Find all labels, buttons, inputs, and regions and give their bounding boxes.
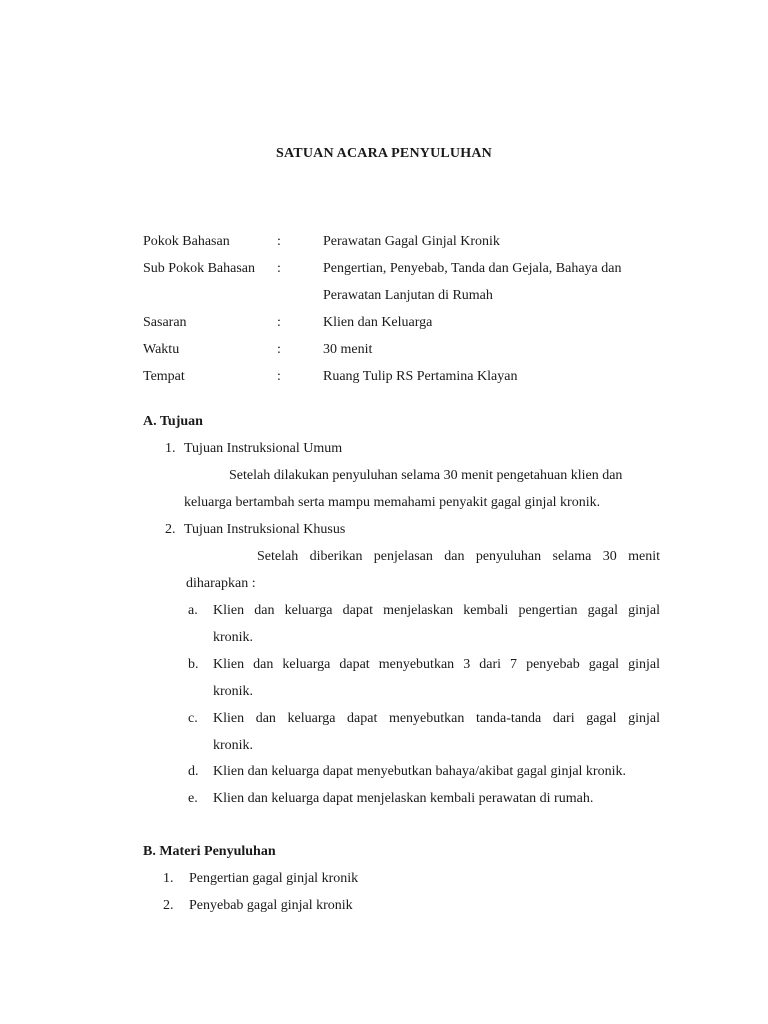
info-value: Perawatan Gagal Ginjal Kronik	[323, 234, 500, 249]
item1-para-line1: Setelah dilakukan penyuluhan selama 30 menit pengetahuan klien dan	[229, 468, 623, 483]
subitem-e-line1: Klien dan keluarga dapat menjelaskan kembali perawatan di rumah.	[213, 791, 594, 806]
info-value: Ruang Tulip RS Pertamina Klayan	[323, 369, 518, 384]
subitem-letter: e.	[188, 791, 198, 806]
subitem-c-line2: kronik.	[213, 738, 254, 753]
subitem-letter: c.	[188, 711, 198, 726]
info-table	[143, 228, 683, 390]
info-value	[323, 255, 663, 309]
list-number: 1.	[163, 871, 174, 886]
item2-title: Tujuan Instruksional Khusus	[184, 522, 346, 537]
section-b-heading: B. Materi Penyuluhan	[143, 844, 276, 859]
list-number: 1.	[165, 441, 176, 456]
info-row-waktu	[143, 336, 683, 363]
info-colon: :	[277, 261, 281, 276]
info-label: Sub Pokok Bahasan	[143, 261, 255, 276]
info-label: Waktu	[143, 342, 180, 357]
info-colon: :	[277, 234, 281, 249]
subitem-d-line1: Klien dan keluarga dapat menyebutkan bahaya/akibat gagal ginjal kronik.	[213, 764, 626, 779]
materi-item-1: Pengertian gagal ginjal kronik	[189, 871, 359, 886]
item1-para-line2: keluarga bertambah serta mampu memahami penyakit gagal ginjal kronik.	[184, 495, 601, 510]
document-title: SATUAN ACARA PENYULUHAN	[276, 146, 492, 161]
subitem-b-line2: kronik.	[213, 684, 254, 699]
info-value-line2: Perawatan Lanjutan di Rumah	[323, 288, 493, 303]
info-row-sasaran	[143, 309, 683, 336]
section-a-heading: A. Tujuan	[143, 414, 203, 429]
subitem-c-line1: Klien dan keluarga dapat menyebutkan tanda-tanda dari gagal ginjal	[213, 711, 660, 726]
subitem-b-line1: Klien dan keluarga dapat menyebutkan 3 dari 7 penyebab gagal ginjal	[213, 657, 660, 672]
subitem-letter: a.	[188, 603, 198, 618]
info-colon: :	[277, 342, 281, 357]
info-row-pokok-bahasan	[143, 228, 683, 255]
subitem-a-line2: kronik.	[213, 630, 254, 645]
materi-item-2: Penyebab gagal ginjal kronik	[189, 898, 353, 913]
info-value: 30 menit	[323, 342, 373, 357]
list-number: 2.	[165, 522, 176, 537]
info-label: Tempat	[143, 369, 185, 384]
info-label: Pokok Bahasan	[143, 234, 230, 249]
subitem-letter: d.	[188, 764, 199, 779]
info-label: Sasaran	[143, 315, 187, 330]
item2-para-line1: Setelah diberikan penjelasan dan penyuluhan selama 30 menit	[257, 549, 660, 564]
subitem-letter: b.	[188, 657, 199, 672]
info-value-line1: Pengertian, Penyebab, Tanda dan Gejala, Bahaya dan	[323, 261, 622, 276]
info-row-tempat	[143, 363, 683, 390]
list-number: 2.	[163, 898, 174, 913]
info-row-sub-pokok-bahasan	[143, 255, 683, 309]
info-colon: :	[277, 315, 281, 330]
info-value: Klien dan Keluarga	[323, 315, 433, 330]
item1-title: Tujuan Instruksional Umum	[184, 441, 343, 456]
item2-para-line2: diharapkan :	[186, 576, 256, 591]
subitem-a-line1: Klien dan keluarga dapat menjelaskan kembali pengertian gagal ginjal	[213, 603, 660, 618]
info-colon: :	[277, 369, 281, 384]
